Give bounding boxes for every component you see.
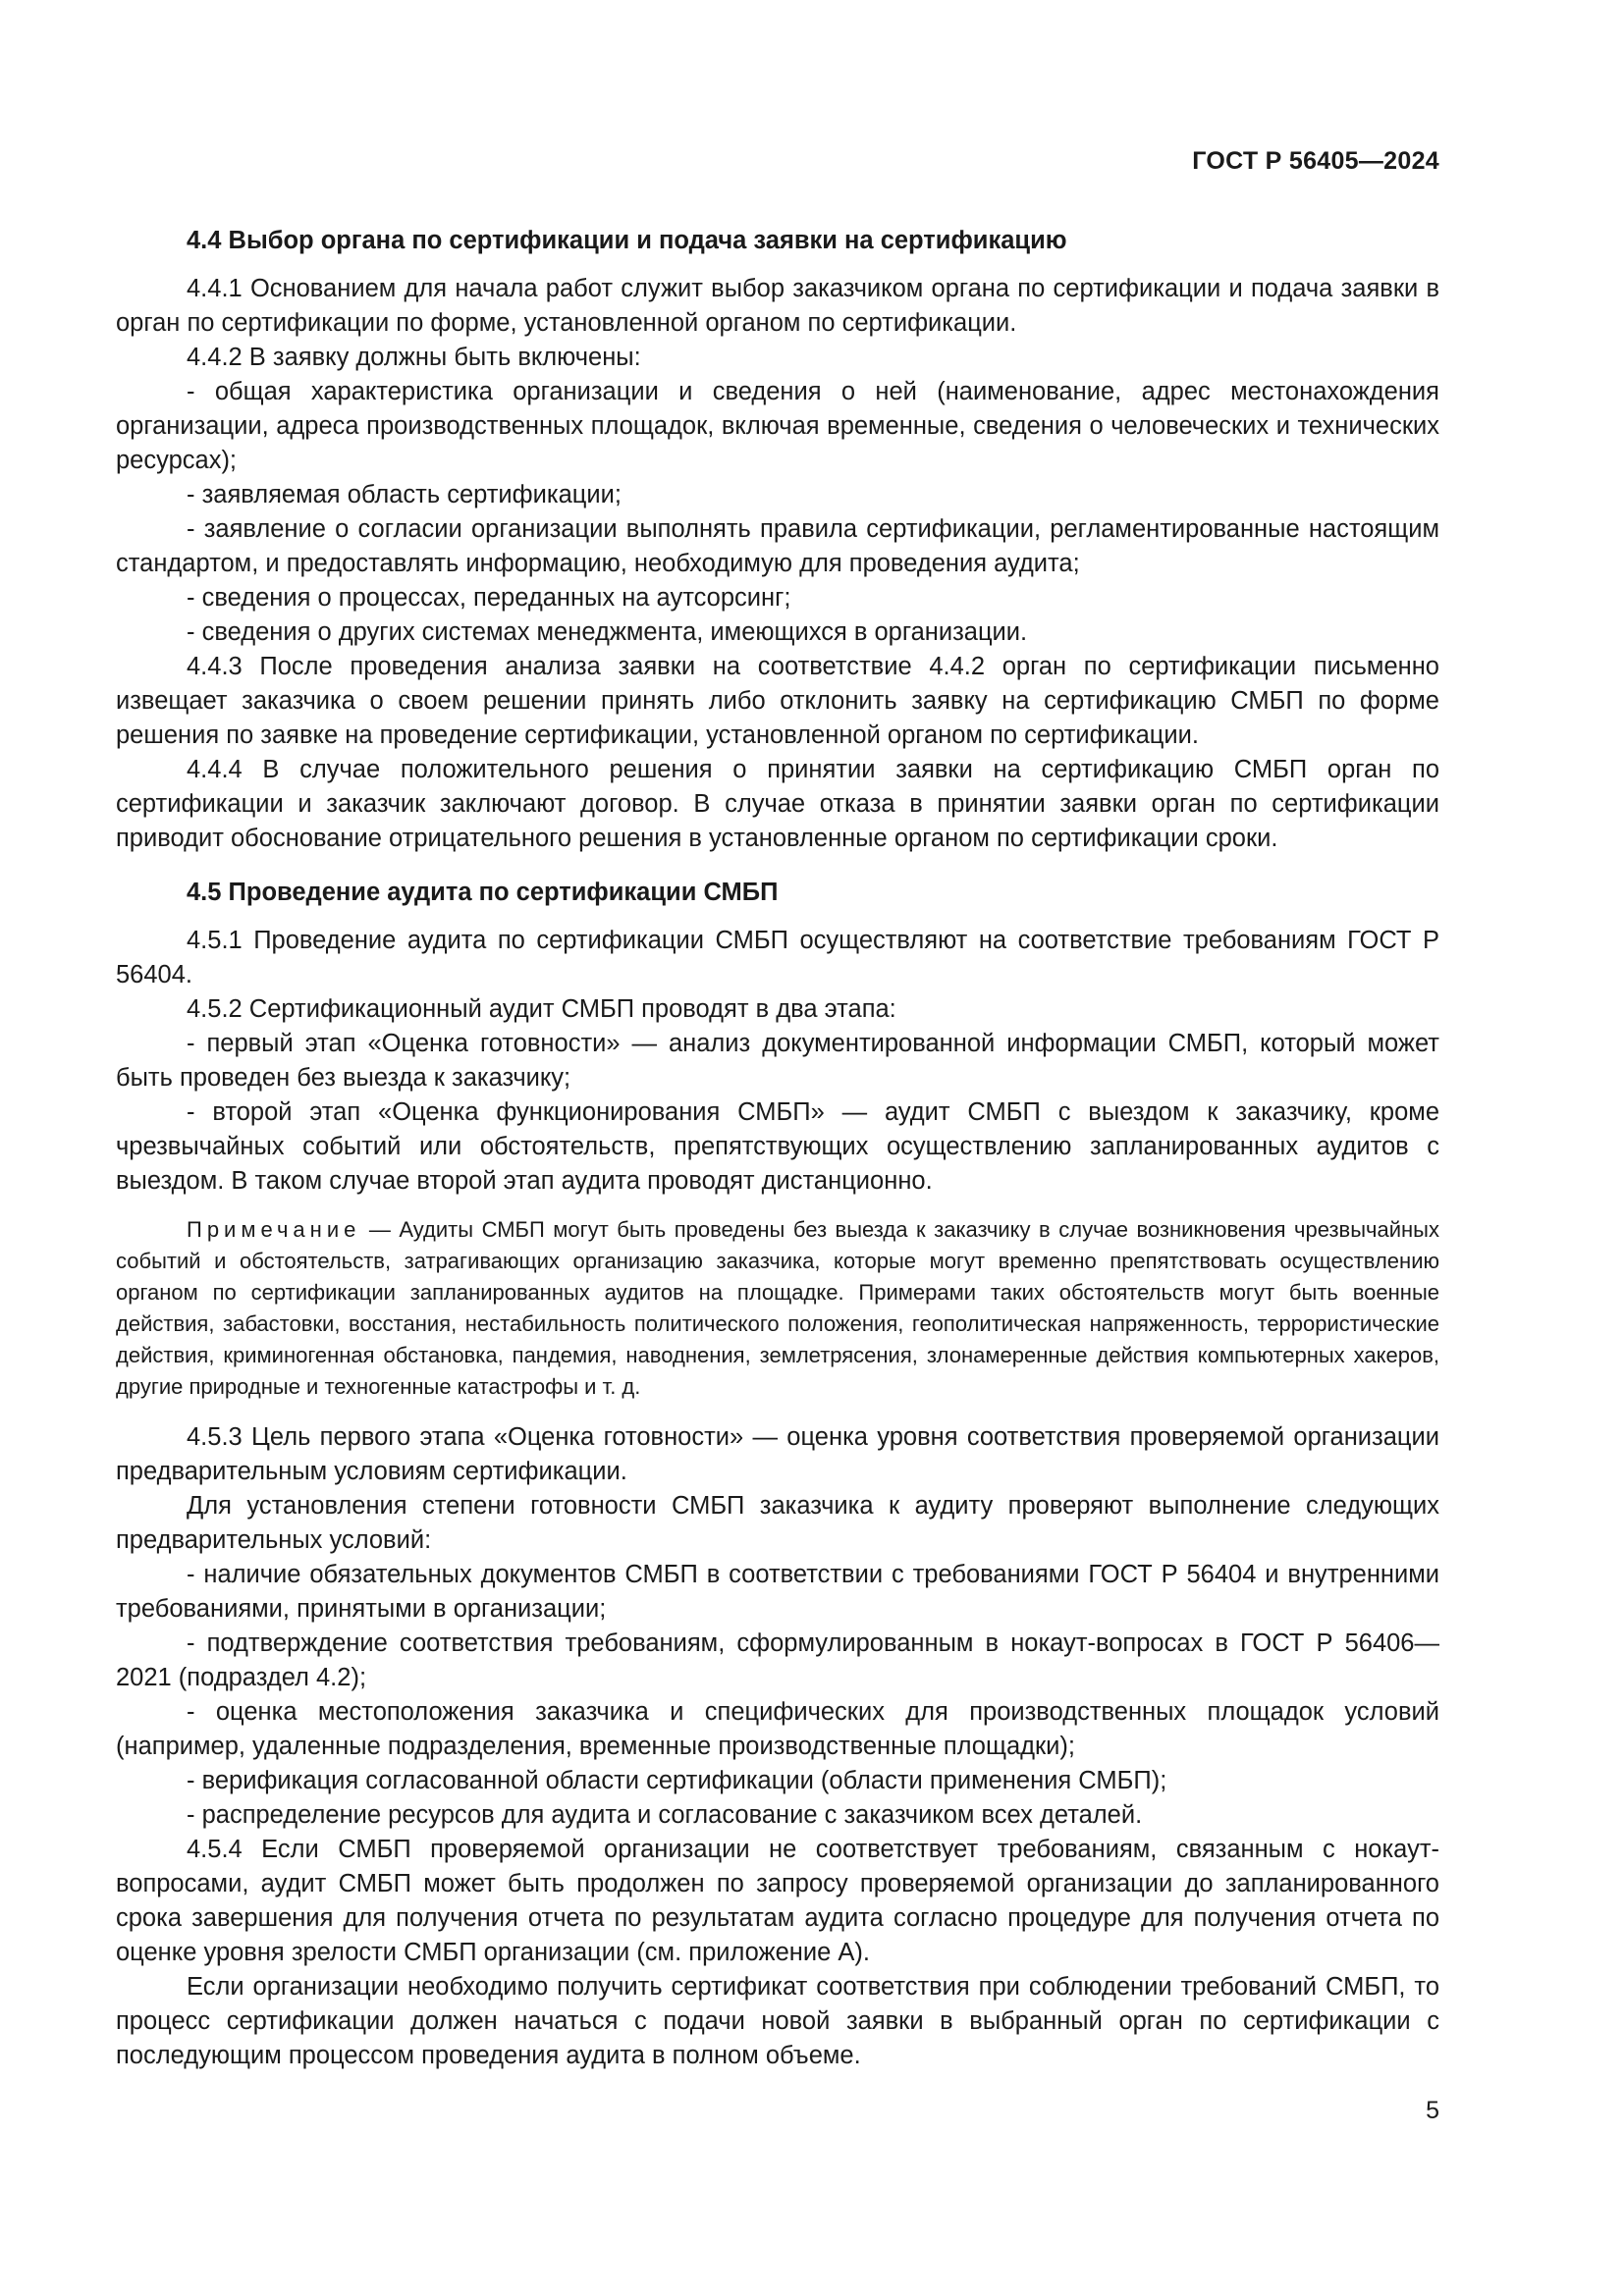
list-item-location-assessment: - оценка местоположения заказчика и специфических для производственных площадок условий (например, удаленные подразделения, временные производственные площадки); bbox=[116, 1698, 1439, 1760]
note-block bbox=[116, 1214, 1439, 1403]
list-item-outsourcing: - сведения о процессах, переданных на аутсорсинг; bbox=[187, 584, 791, 612]
list-item-scope-verification: - верификация согласованной области сертификации (области применения СМБП); bbox=[187, 1767, 1167, 1794]
paragraph-4-4-2: 4.4.2 В заявку должны быть включены: bbox=[187, 344, 641, 371]
section-4-5-heading: 4.5 Проведение аудита по сертификации СМБП bbox=[187, 879, 779, 906]
paragraph-readiness-conditions: Для установления степени готовности СМБП заказчика к аудиту проверяют выполнение следующих предварительных условий: bbox=[116, 1492, 1439, 1554]
paragraph-4-4-4: 4.4.4 В случае положительного решения о принятии заявки на сертификацию СМБП орган по сертификации и заказчик заключают договор. В случае отказа в принятии заявки орган по сертификации приводит обоснование отрицательного решения в установленные органом по сертификации сроки. bbox=[116, 756, 1439, 852]
document-id-header: ГОСТ Р 56405—2024 bbox=[1192, 147, 1439, 175]
list-item-stage-2: - второй этап «Оценка функционирования СМБП» — аудит СМБП с выездом к заказчику, кроме чрезвычайных событий или обстоятельств, препятствующих осуществлению запланированных аудитов с выездом. В таком случае второй этап аудита проводят дистанционно. bbox=[116, 1098, 1439, 1195]
list-item-knockout-questions: - подтверждение соответствия требованиям, сформулированным в нокаут-вопросах в ГОСТ Р 56406—2021 (подраздел 4.2); bbox=[116, 1629, 1439, 1691]
list-item-mandatory-docs: - наличие обязательных документов СМБП в соответствии с требованиями ГОСТ Р 56404 и внутренними требованиями, принятыми в организации; bbox=[116, 1561, 1439, 1623]
list-item-stage-1: - первый этап «Оценка готовности» — анализ документированной информации СМБП, который может быть проведен без выезда к заказчику; bbox=[116, 1030, 1439, 1092]
paragraph-4-5-4: 4.5.4 Если СМБП проверяемой организации не соответствует требованиям, связанным с нокаут-вопросами, аудит СМБП может быть продолжен по запросу проверяемой организации до запланированного срока завершения для получения отчета по результатам аудита согласно процедуре для получения отчета по оценке уровня зрелости СМБП организации (см. приложение А). bbox=[116, 1836, 1439, 1966]
page-number: 5 bbox=[1426, 2097, 1439, 2124]
paragraph-4-5-2: 4.5.2 Сертификационный аудит СМБП проводят в два этапа: bbox=[187, 995, 896, 1023]
note-label: Примечание bbox=[187, 1217, 361, 1242]
paragraph-4-4-1: 4.4.1 Основанием для начала работ служит выбор заказчиком органа по сертификации и подача заявки в орган по сертификации по форме, установленной органом по сертификации. bbox=[116, 275, 1439, 337]
paragraph-4-5-1: 4.5.1 Проведение аудита по сертификации СМБП осуществляют на соответствие требованиям ГОСТ Р 56404. bbox=[116, 927, 1439, 988]
list-item-scope: - заявляемая область сертификации; bbox=[187, 481, 622, 508]
note-text: — Аудиты СМБП могут быть проведены без выезда к заказчику в случае возникновения чрезвычайных событий и обстоятельств, затрагивающих организацию заказчика, которые могут временно препятствовать осуществлению органом по сертификации запланированных аудитов на площадке. Примерами таких обстоятельств могут быть военные действия, забастовки, восстания, нестабильность политического положения, геополитическая напряженность, террористические действия, криминогенная обстановка, пандемия, наводнения, землетрясения, злонамеренные действия компьютерных хакеров, другие природные и техногенные катастрофы и т. д. bbox=[116, 1217, 1439, 1399]
section-4-4-heading: 4.4 Выбор органа по сертификации и подача заявки на сертификацию bbox=[187, 227, 1067, 254]
list-item-consent: - заявление о согласии организации выполнять правила сертификации, регламентированные настоящим стандартом, и предоставлять информацию, необходимую для проведения аудита; bbox=[116, 515, 1439, 577]
paragraph-4-4-3: 4.4.3 После проведения анализа заявки на соответствие 4.4.2 орган по сертификации письменно извещает заказчика о своем решении принять либо отклонить заявку на сертификацию СМБП по форме решения по заявке на проведение сертификации, установленной органом по сертификации. bbox=[116, 653, 1439, 749]
paragraph-4-5-3: 4.5.3 Цель первого этапа «Оценка готовности» — оценка уровня соответствия проверяемой организации предварительным условиям сертификации. bbox=[116, 1423, 1439, 1485]
paragraph-new-application: Если организации необходимо получить сертификат соответствия при соблюдении требований СМБП, то процесс сертификации должен начаться с подачи новой заявки в выбранный орган по сертификации с последующим процессом проведения аудита в полном объеме. bbox=[116, 1973, 1439, 2069]
page-content bbox=[116, 224, 1439, 2073]
list-item-resource-allocation: - распределение ресурсов для аудита и согласование с заказчиком всех деталей. bbox=[187, 1801, 1143, 1829]
list-item-general-info: - общая характеристика организации и сведения о ней (наименование, адрес местонахождения организации, адреса производственных площадок, включая временные, сведения о человеческих и технических ресурсах); bbox=[116, 378, 1439, 474]
list-item-other-systems: - сведения о других системах менеджмента, имеющихся в организации. bbox=[187, 618, 1028, 646]
